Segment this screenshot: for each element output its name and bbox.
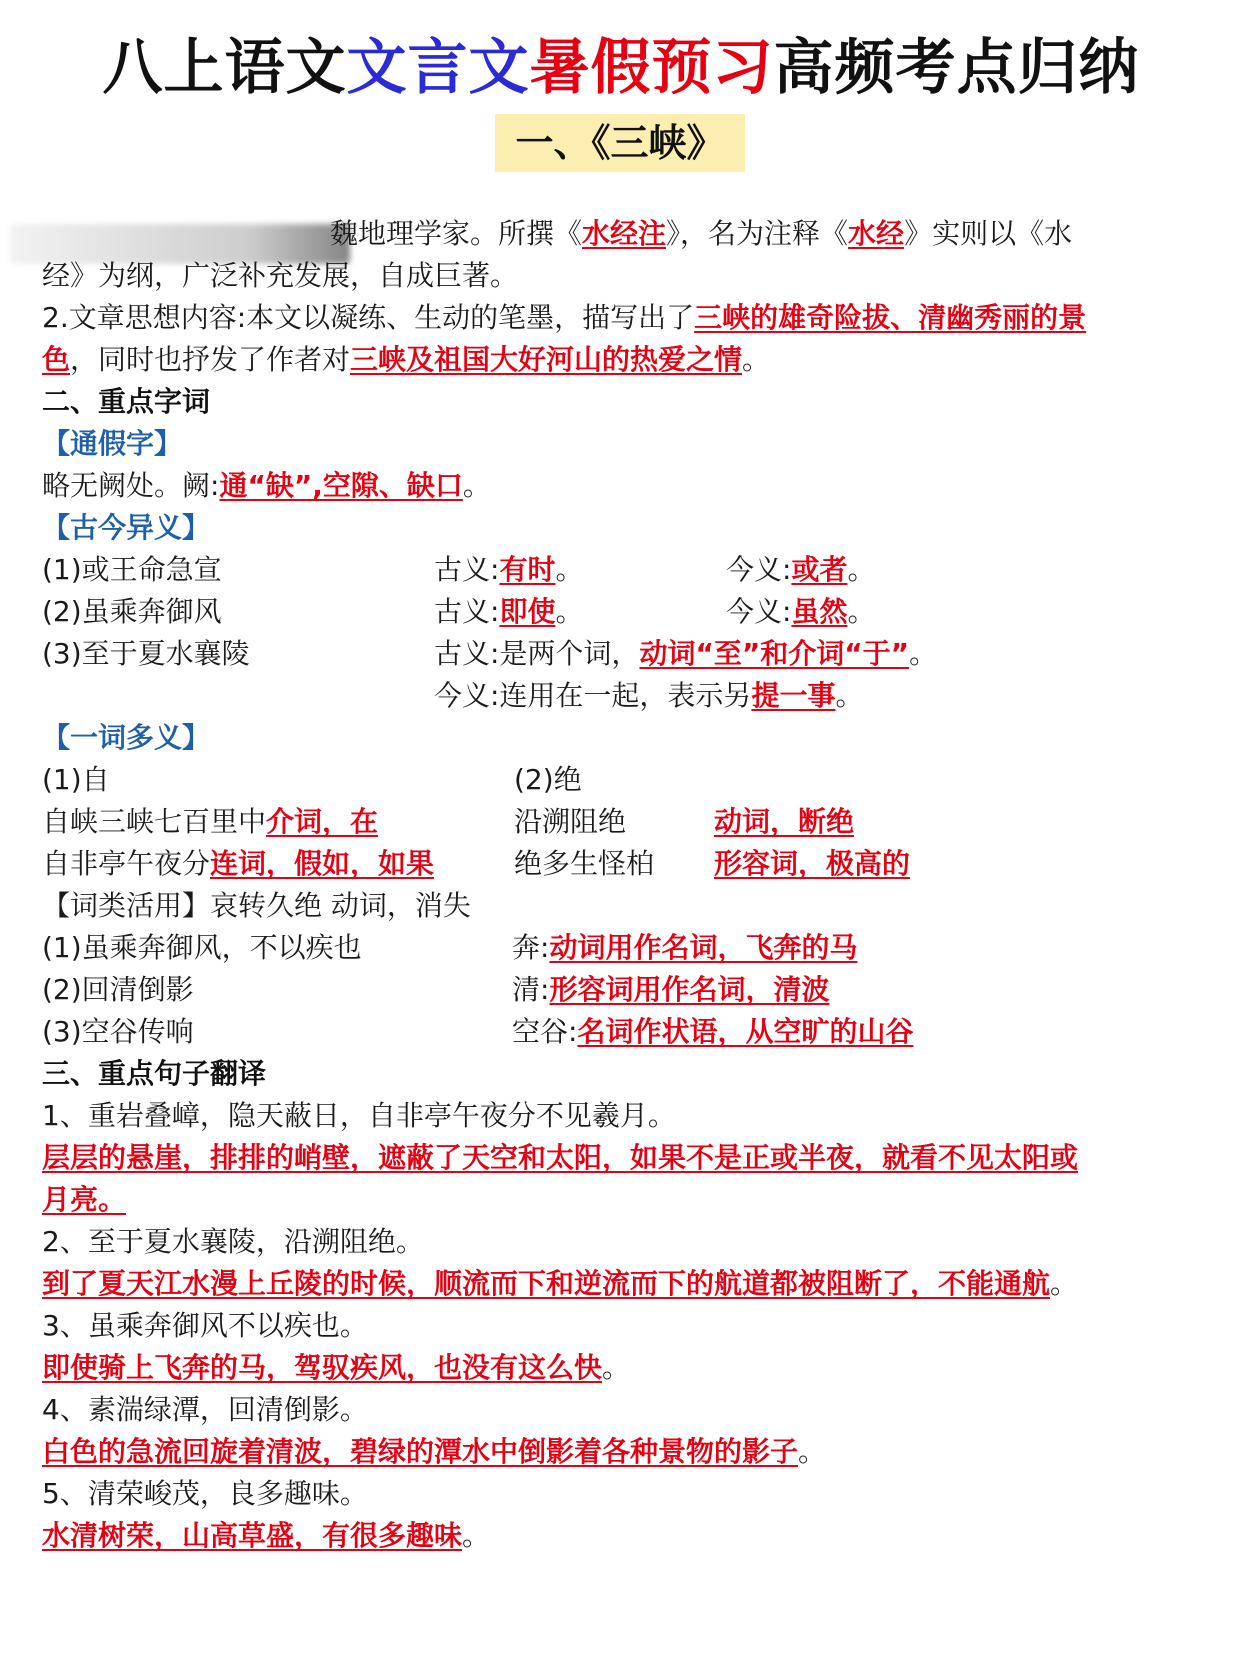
jin-label: 今义: <box>726 553 792 586</box>
tongjia-text: 。 <box>462 469 491 502</box>
answer-scenery-end: 色 <box>42 343 71 376</box>
period: 。 <box>602 1351 631 1384</box>
section-heading-sentences: 三、重点句子翻译 <box>42 1057 267 1090</box>
answer-zi-2: 连词，假如，如果 <box>210 847 435 880</box>
answer-shuijingzhu: 水经注 <box>582 217 667 250</box>
huoyong-item-2 <box>512 970 829 1010</box>
sentence-1-question: 1、重岩叠嶂，隐天蔽日，自非亭午夜分不见羲月。 <box>42 1099 676 1132</box>
period: 。 <box>847 595 876 628</box>
intro-line-2: 经》为纲，广泛补充发展，自成巨著。 <box>42 259 519 292</box>
section-title-sanxia: 一、《三峡》 <box>495 114 745 172</box>
gujin-jin-3 <box>434 676 863 716</box>
answer-jin-3: 提一事 <box>751 679 836 712</box>
answer-gu-3: 动词“至”和介词“于” <box>639 637 910 670</box>
answer-huoyong-1: 动词用作名词，飞奔的马 <box>549 931 858 964</box>
yici-sentence: 自非亭午夜分 <box>42 847 211 880</box>
answer-text: 水清树荣，山高草盛，有很多趣味 <box>42 1519 463 1552</box>
yici-zi-1 <box>42 802 378 842</box>
answer-jin-1: 或者 <box>791 553 848 586</box>
sentence-2-answer <box>42 1264 1078 1304</box>
sentence-5-answer <box>42 1516 490 1556</box>
sentence-1-answer-line-2: 月亮。 <box>42 1183 127 1216</box>
yici-head-jue: (2)绝 <box>514 763 582 796</box>
answer-gu-2: 即使 <box>499 595 556 628</box>
gu-label: 古义: <box>434 553 500 586</box>
sentence-3-answer <box>42 1348 630 1388</box>
intro-text: 。 <box>742 343 771 376</box>
answer-zi-1: 介词，在 <box>266 805 379 838</box>
period: 。 <box>847 553 876 586</box>
answer-text: 即使骑上飞奔的马，驾驭疾风，也没有这么快 <box>42 1351 603 1384</box>
intro-text: ，同时也抒发了作者对 <box>70 343 351 376</box>
huoyong-word: 清: <box>512 973 550 1006</box>
answer-emotion: 三峡及祖国大好河山的热爱之情 <box>350 343 743 376</box>
huoyong-phrase-2: (2)回清倒影 <box>42 973 194 1006</box>
huoyong-word: 空谷: <box>512 1015 578 1048</box>
answer-scenery: 三峡的雄奇险拔、清幽秀丽的景 <box>694 301 1087 334</box>
sentence-3-question: 3、虽乘奔御风不以疾也。 <box>42 1309 368 1342</box>
answer-jue-2: 形容词，极高的 <box>714 847 911 880</box>
yici-jue-2: 绝多生怪柏 <box>514 847 655 880</box>
period: 。 <box>555 595 584 628</box>
answer-text: 到了夏天江水漫上丘陵的时候，顺流而下和逆流而下的航道都被阻断了，不能通航 <box>42 1267 1051 1300</box>
yici-jue-1: 沿溯阻绝 <box>514 805 627 838</box>
jin-label: 今义: <box>726 595 792 628</box>
label-tongjiazi: 【通假字】 <box>42 427 183 460</box>
period: 。 <box>462 1519 491 1552</box>
period: 。 <box>555 553 584 586</box>
period: 。 <box>1050 1267 1079 1300</box>
title-part-1: 八上语文 <box>102 33 347 103</box>
gujin-phrase-2: (2)虽乘奔御风 <box>42 595 222 628</box>
tongjia-line <box>42 466 491 506</box>
gujin-phrase-1: (1)或王命急宣 <box>42 553 222 586</box>
intro-text: 》实则以《水 <box>904 217 1073 250</box>
intro-text: 2.文章思想内容:本文以凝练、生动的笔墨，描写出了 <box>42 301 695 334</box>
huoyong-item-3 <box>512 1012 913 1052</box>
yici-sentence: 自峡三峡七百里中 <box>42 805 267 838</box>
huoyong-phrase-1: (1)虽乘奔御风，不以疾也 <box>42 931 362 964</box>
gujin-gu-3 <box>434 634 937 674</box>
answer-text: 白色的急流回旋着清波，碧绿的潭水中倒影着各种景物的影子 <box>42 1435 799 1468</box>
huoyong-intro-line: 【词类活用】哀转久绝 动词，消失 <box>42 889 471 922</box>
sentence-2-question: 2、至于夏水襄陵，沿溯阻绝。 <box>42 1225 424 1258</box>
period: 。 <box>835 679 864 712</box>
gujin-phrase-3: (3)至于夏水襄陵 <box>42 637 250 670</box>
sentence-1-answer-line-1: 层层的悬崖，排排的峭壁，遮蔽了天空和太阳，如果不是正或半夜，就看不见太阳或 <box>42 1141 1079 1174</box>
answer-shuijing: 水经 <box>848 217 905 250</box>
period: 。 <box>798 1435 827 1468</box>
intro-line-4 <box>42 340 770 380</box>
intro-line-1 <box>330 214 1072 254</box>
answer-jue-1: 动词，断绝 <box>714 805 855 838</box>
period: 。 <box>909 637 938 670</box>
gu-label: 古义: <box>434 595 500 628</box>
sentence-5-question: 5、清荣峻茂，良多趣味。 <box>42 1477 368 1510</box>
jin-label: 今义:连用在一起，表示另 <box>434 679 752 712</box>
gu-label: 古义:是两个词， <box>434 637 640 670</box>
sentence-4-question: 4、素湍绿潭，回清倒影。 <box>42 1393 368 1426</box>
sentence-4-answer <box>42 1432 826 1472</box>
title-part-4: 高频考点归纳 <box>773 33 1140 103</box>
gujin-gu-1 <box>434 550 583 590</box>
title-part-3: 暑假预习 <box>529 33 774 103</box>
answer-huoyong-3: 名词作状语，从空旷的山谷 <box>577 1015 914 1048</box>
answer-tongjia: 通“缺”,空隙、缺口 <box>219 469 463 502</box>
gujin-gu-2 <box>434 592 583 632</box>
page-title <box>0 20 1242 106</box>
label-gujin: 【古今异义】 <box>42 511 211 544</box>
section-heading-words: 二、重点字词 <box>42 385 211 418</box>
yici-head-zi: (1)自 <box>42 763 110 796</box>
huoyong-word: 奔: <box>512 931 550 964</box>
huoyong-item-1 <box>512 928 857 968</box>
intro-text: 》，名为注释《 <box>666 217 849 250</box>
intro-text: 魏地理学家。所撰《 <box>330 217 583 250</box>
answer-gu-1: 有时 <box>499 553 556 586</box>
gujin-jin-2 <box>726 592 875 632</box>
gujin-jin-1 <box>726 550 875 590</box>
yici-zi-2 <box>42 844 434 884</box>
title-part-2: 文言文 <box>346 33 530 103</box>
label-yici-duoyi: 【一词多义】 <box>42 721 211 754</box>
huoyong-phrase-3: (3)空谷传响 <box>42 1015 194 1048</box>
intro-line-3 <box>42 298 1086 338</box>
answer-huoyong-2: 形容词用作名词，清波 <box>549 973 830 1006</box>
tongjia-text: 略无阙处。阙: <box>42 469 220 502</box>
answer-jin-2: 虽然 <box>791 595 848 628</box>
